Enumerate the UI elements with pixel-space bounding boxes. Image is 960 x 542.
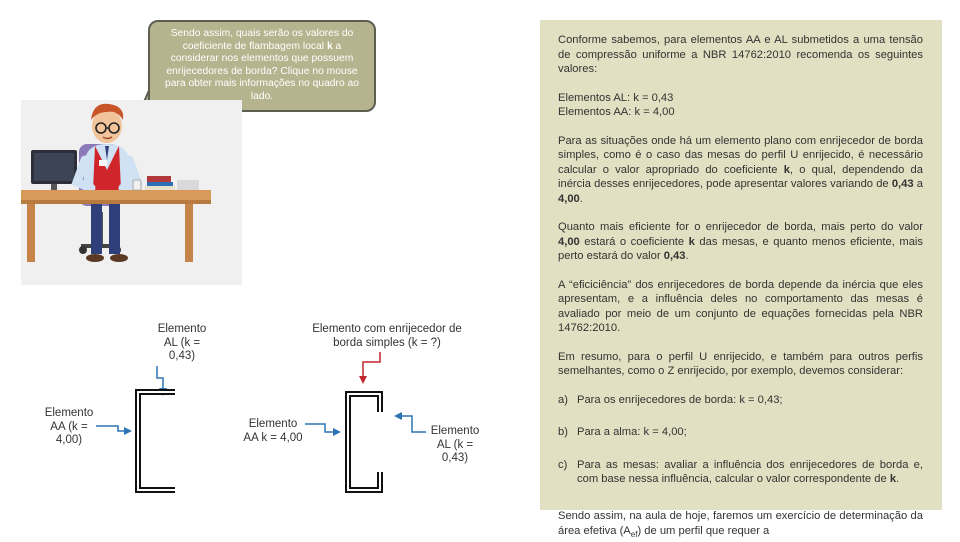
- arrow-right-stiffener: [355, 352, 385, 392]
- label-right-aa: Elemento AA k = 4,00: [243, 418, 303, 444]
- list-item: c) Para as mesas: avaliar a influência dos enrijecedores de borda e, com base nessa influência, calcular o valor correspondente de k.: [558, 458, 923, 485]
- arrow-right-al: [392, 410, 428, 440]
- stiffened-u-profile-icon: [340, 388, 390, 498]
- paragraph-intro: Conforme sabemos, para elementos AA e AL submetidos a uma tensão de compressão uniforme a NBR 14762:2010 recomenda os seguintes valores:: [558, 34, 923, 75]
- list-item: b) Para a alma: k = 4,00;: [558, 426, 687, 438]
- summary-list: [558, 393, 923, 487]
- paragraph-inertia: A “eficiciência” dos enrijecedores de borda depende da inércia que eles apresentam, e a influência deles no comportamento das mesas é avaliado por meio de um conjunto de equações fornecidas pela NBR 14762:2010.: [558, 278, 923, 334]
- teacher-illustration: [21, 100, 242, 285]
- arrow-right-aa: [305, 420, 345, 440]
- speech-bubble[interactable]: Sendo assim, quais serão os valores do coeficiente de flambagem local k a considerar nos elementos que possuem enrijecedores de borda? Clique no mouse para obter mais informações no quadro ao lado.: [148, 20, 376, 112]
- teacher-at-desk-icon: [21, 100, 242, 285]
- label-left-al: Elemento AL (k = 0,43): [157, 323, 207, 362]
- label-left-aa: Elemento AA (k = 4,00): [44, 407, 94, 446]
- paragraph-values: Elementos AL: k = 0,43 Elementos AA: k = 4,00: [558, 91, 675, 118]
- paragraph-efficiency: Quanto mais eficiente for o enrijecedor de borda, mais perto do valor 4,00 estará o coeficiente k das mesas, e quanto menos eficiente, mais perto estará do valor 0,43.: [558, 221, 923, 262]
- label-right-stiffener: Elemento com enrijecedor de borda simples (k = ?): [312, 323, 462, 349]
- u-profile-icon: [130, 388, 180, 498]
- label-right-al: Elemento AL (k = 0,43): [430, 425, 480, 464]
- paragraph-stiffener: Para as situações onde há um elemento plano com enrijecedor de borda simples, como é o caso das mesas do perfil U enrijecido, é necessário calcular o valor apropriado do coeficiente k, o qual, dependendo da inércia desses enrijecedores, pode apresentar valores variando de 0,43 a 4,00.: [558, 134, 924, 205]
- paragraph-summary: Em resumo, para o perfil U enrijecido, e também para outros perfis semelhantes, como o Z enrijecido, por exemplo, devemos considerar:: [558, 350, 923, 377]
- info-panel-text: [558, 33, 923, 505]
- bottom-paragraph: Sendo assim, na aula de hoje, faremos um exercício de determinação da área efetiva $(A_{ef})$ de um perfil que requer a: [558, 510, 923, 539]
- list-item: a) Para os enrijecedores de borda: k = 0,43;: [558, 393, 783, 406]
